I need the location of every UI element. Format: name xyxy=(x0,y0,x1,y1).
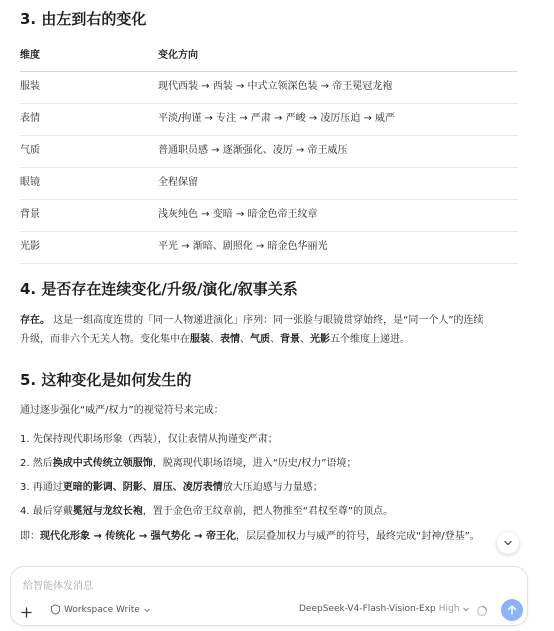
arrow-up-icon xyxy=(506,604,518,616)
keyword-bold: 背景 xyxy=(280,334,300,345)
section-5-summary xyxy=(20,527,520,546)
separator: 、 xyxy=(240,334,250,345)
section-4-paragraph xyxy=(20,311,520,349)
chevron-down-icon xyxy=(143,606,151,614)
row-dimension: 气质 xyxy=(20,145,40,156)
list-item xyxy=(20,452,520,476)
list-item xyxy=(20,476,520,500)
item-text: ，脱离现代职场语境，进入“历史/权力”语境； xyxy=(152,458,357,469)
row-direction: 平淡/拘谨 → 专注 → 严肃 → 严峻 → 凌厉压迫 → 威严 xyxy=(158,113,396,124)
chevron-down-icon xyxy=(462,605,470,613)
shield-icon xyxy=(50,604,61,615)
section-4-heading: 4. 是否存在连续变化/升级/演化/叙事关系 xyxy=(20,280,298,298)
steps-list xyxy=(20,428,520,524)
item-text: 3. 再通过 xyxy=(20,482,63,493)
header-direction: 变化方向 xyxy=(158,50,198,61)
reasoning-level: High xyxy=(438,604,460,614)
workspace-label: Workspace Write xyxy=(64,604,140,615)
item-text: ，置于金色帝王纹章前，把人物推至“君权至尊”的顶点。 xyxy=(142,506,394,517)
list-item xyxy=(20,500,520,524)
message-input[interactable]: 给智能体发消息 xyxy=(23,581,93,592)
summary-bold: 现代化形象 → 传统化 → 强气势化 → 帝王化 xyxy=(40,531,237,542)
row-dimension: 背景 xyxy=(20,209,40,220)
item-text: 2. 然后 xyxy=(20,458,53,469)
section-5-heading: 5. 这种变化是如何发生的 xyxy=(20,371,192,389)
plus-icon xyxy=(21,607,32,618)
row-direction: 现代西装 → 西装 → 中式立领深色装 → 帝王冕冠龙袍 xyxy=(158,81,393,92)
row-dimension: 表情 xyxy=(20,113,40,124)
lead-bold: 存在。 xyxy=(20,315,50,326)
summary-tail: ，层层叠加权力与威严的符号，最终完成“封神/登基”。 xyxy=(236,531,480,542)
item-bold: 更暗的影调、阴影、眉压、凌厉表情 xyxy=(62,482,223,493)
model-name: DeepSeek-V4-Flash-Vision-Exp xyxy=(299,604,436,614)
table-row xyxy=(20,168,518,200)
row-dimension: 服装 xyxy=(20,81,40,92)
item-text: 1. 先保持现代职场形象（西装），仅让表情从拘谨变严肃； xyxy=(20,434,278,445)
table-row xyxy=(20,232,518,264)
keyword-bold: 服装 xyxy=(190,334,210,345)
chevron-down-icon xyxy=(503,538,513,548)
table-row xyxy=(20,104,518,136)
table-row xyxy=(20,72,518,104)
separator: 、 xyxy=(210,334,220,345)
section-3-heading: 3. 由左到右的变化 xyxy=(20,10,147,28)
separator: 、 xyxy=(300,334,310,345)
table-row xyxy=(20,136,518,168)
row-direction: 全程保留 xyxy=(158,177,198,188)
item-text: 4. 最后穿戴 xyxy=(20,506,73,517)
add-attachment-button[interactable] xyxy=(19,605,33,619)
change-table xyxy=(20,41,518,264)
table-header xyxy=(20,41,518,72)
paragraph-text: 五个维度上递进。 xyxy=(330,334,410,345)
model-selector[interactable] xyxy=(299,604,470,614)
row-direction: 浅灰纯色 → 变暗 → 暗金色帝王纹章 xyxy=(158,209,318,220)
keyword-bold: 表情 xyxy=(220,334,240,345)
item-text: 放大压迫感与力量感； xyxy=(222,482,323,493)
message-composer xyxy=(10,566,528,626)
section-5-intro: 通过逐步强化“威严/权力”的视觉符号来完成： xyxy=(20,405,224,416)
row-direction: 平光 → 渐暗、剧照化 → 暗金色华丽光 xyxy=(158,241,328,252)
row-dimension: 眼镜 xyxy=(20,177,40,188)
send-button[interactable] xyxy=(501,599,523,621)
scroll-to-bottom-button[interactable] xyxy=(497,532,519,554)
item-bold: 换成中式传统立领服饰 xyxy=(52,458,153,469)
paragraph-text: 升级，而非六个无关人物。变化集中在 xyxy=(20,334,190,345)
header-dimension: 维度 xyxy=(20,50,40,61)
keyword-bold: 气质 xyxy=(250,334,270,345)
item-bold: 冕冠与龙纹长袍 xyxy=(72,506,143,517)
paragraph-text: 这是一组高度连贯的「同一人物递进演化」序列：同一张脸与眼镜贯穿始终，是“同一个人”的连续 xyxy=(50,315,484,326)
separator: 、 xyxy=(270,334,280,345)
list-item xyxy=(20,428,520,452)
row-dimension: 光影 xyxy=(20,241,40,252)
workspace-mode-selector[interactable] xyxy=(50,604,151,615)
context-usage-icon[interactable] xyxy=(476,605,488,617)
row-direction: 普通职员感 → 逐渐强化、凌厉 → 帝王威压 xyxy=(158,145,348,156)
table-row xyxy=(20,200,518,232)
keyword-bold: 光影 xyxy=(310,334,330,345)
summary-lead: 即： xyxy=(20,531,40,542)
